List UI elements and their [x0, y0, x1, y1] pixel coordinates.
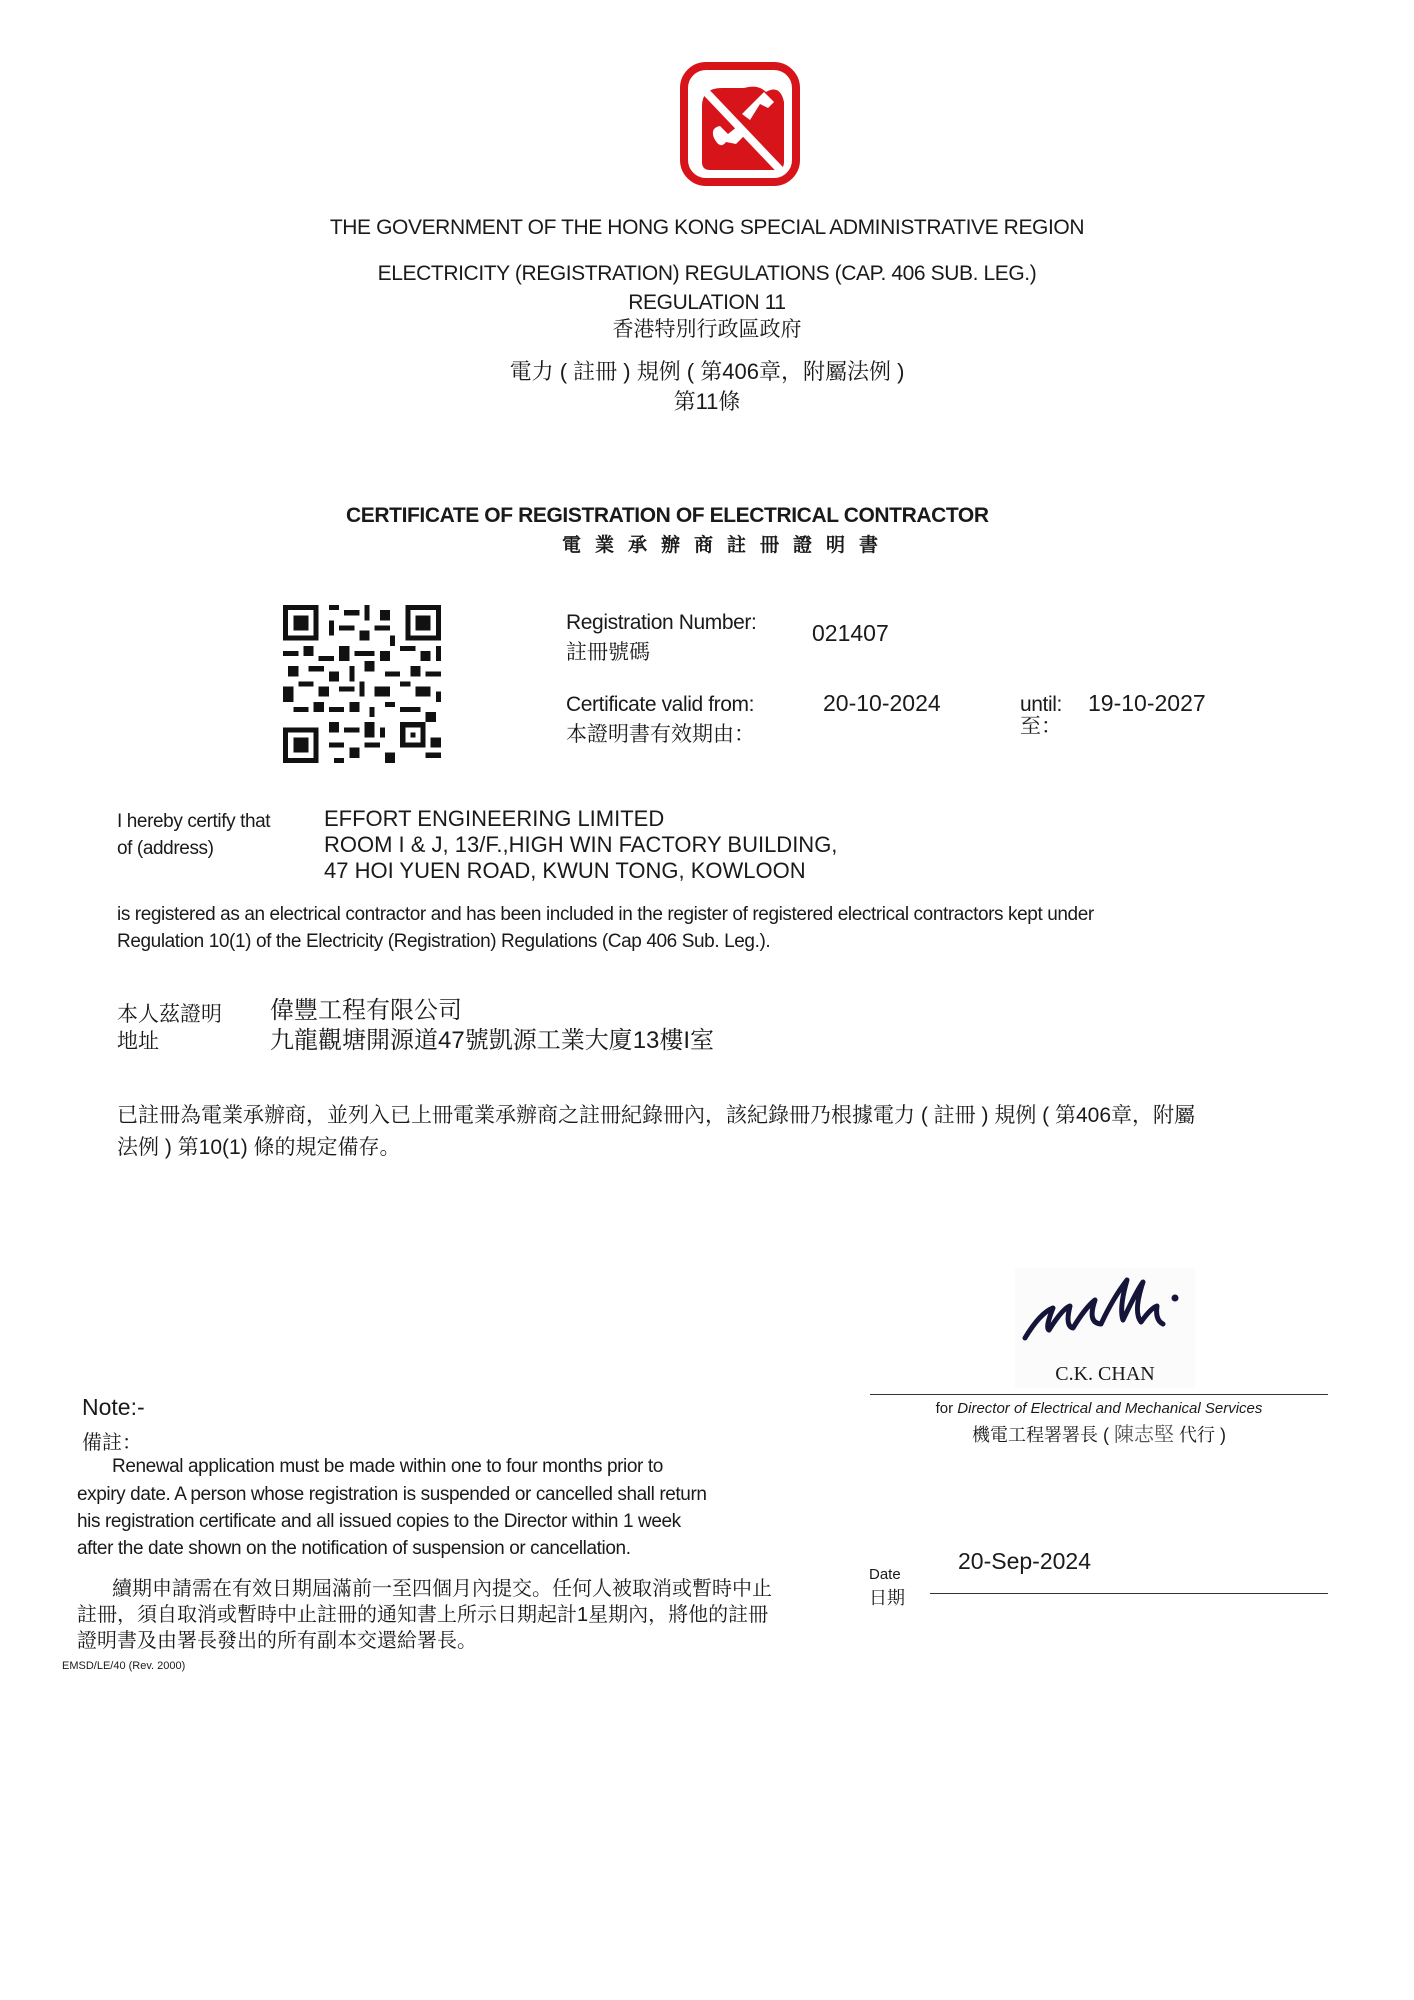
signatory-title-zh-suffix: 代行 )	[1179, 1425, 1227, 1445]
registration-number-label: Registration Number:	[566, 611, 757, 634]
signature-icon	[1015, 1268, 1195, 1350]
certify-label-zh: 本人茲證明	[117, 1003, 222, 1026]
company-name-zh: 偉豐工程有限公司	[270, 997, 462, 1024]
note-heading: Note:-	[82, 1394, 145, 1420]
signatory-title-zh-prefix: 機電工程署署長 (	[971, 1425, 1109, 1445]
emsd-logo-icon	[680, 62, 800, 186]
signature-block	[1015, 1268, 1195, 1388]
valid-from-label-zh: 本證明書有效期由：	[566, 723, 755, 746]
date-label: Date	[869, 1566, 901, 1583]
signatory-for-prefix: for	[935, 1400, 954, 1417]
registration-statement-line-2: Regulation 10(1) of the Electricity (Registration) Regulations (Cap 406 Sub. Leg.).	[117, 931, 771, 952]
government-heading: THE GOVERNMENT OF THE HONG KONG SPECIAL ADMINISTRATIVE REGION	[329, 216, 1085, 239]
address-label: of (address)	[117, 838, 214, 859]
certificate-title-zh: 電業承辦商註冊證明書	[562, 535, 893, 556]
note-line-2: expiry date. A person whose registration is suspended or cancelled shall return	[77, 1484, 707, 1505]
signature-line	[870, 1394, 1328, 1395]
regulations-heading-zh: 電力 ( 註冊 ) 規例 ( 第406章，附屬法例 )	[509, 359, 905, 384]
signatory-title	[870, 1400, 1328, 1417]
registration-number-label-zh: 註冊號碼	[566, 641, 650, 664]
date-label-zh: 日期	[869, 1588, 905, 1608]
valid-until-label: until:	[1020, 693, 1062, 716]
registration-statement-zh-line-1: 已註冊為電業承辦商，並列入已上冊電業承辦商之註冊紀錄冊內，該紀錄冊乃根據電力 ( 註冊 ) 規例 ( 第406章，附屬	[117, 1104, 1196, 1127]
registration-number-value: 021407	[812, 620, 889, 646]
note-zh-line-2: 註冊，須自取消或暫時中止註冊的通知書上所示日期起計1星期內，將他的註冊	[77, 1604, 769, 1626]
note-line-4: after the date shown on the notification of suspension or cancellation.	[77, 1538, 631, 1559]
valid-until-date: 19-10-2027	[1088, 690, 1206, 716]
date-line	[930, 1593, 1328, 1594]
valid-from-label: Certificate valid from:	[566, 693, 755, 716]
signatory-name: C.K. CHAN	[1055, 1363, 1155, 1385]
certify-label: I hereby certify that	[117, 811, 271, 832]
note-zh-line-3: 證明書及由署長發出的所有副本交還給署長。	[77, 1630, 477, 1652]
address-zh: 九龍觀塘開源道47號凱源工業大廈13樓I室	[270, 1027, 715, 1054]
certificate-title: CERTIFICATE OF REGISTRATION OF ELECTRICAL CONTRACTOR	[346, 504, 989, 527]
signatory-title-zh	[870, 1418, 1328, 1447]
note-line-1: Renewal application must be made within one to four months prior to	[112, 1456, 663, 1477]
regulations-heading: ELECTRICITY (REGISTRATION) REGULATIONS (CAP. 406 SUB. LEG.)	[377, 262, 1037, 285]
address-line-2: 47 HOI YUEN ROAD, KWUN TONG, KOWLOON	[324, 858, 806, 883]
regulation-number-zh: 第11條	[673, 389, 741, 414]
valid-until-label-zh: 至：	[1020, 715, 1062, 738]
registration-statement-zh-line-2: 法例 ) 第10(1) 條的規定備存。	[117, 1136, 401, 1159]
issue-date: 20-Sep-2024	[958, 1548, 1091, 1574]
address-label-zh: 地址	[117, 1030, 159, 1053]
note-heading-zh: 備註：	[82, 1432, 142, 1454]
address-line-1: ROOM I & J, 13/F.,HIGH WIN FACTORY BUILDING,	[324, 832, 838, 857]
form-reference: EMSD/LE/40 (Rev. 2000)	[62, 1660, 186, 1672]
company-name: EFFORT ENGINEERING LIMITED	[324, 806, 665, 831]
valid-from-date: 20-10-2024	[823, 690, 941, 716]
signatory-office: Director of Electrical and Mechanical Services	[957, 1400, 1263, 1417]
note-zh-line-1: 續期申請需在有效日期屆滿前一至四個月內提交。任何人被取消或暫時中止	[112, 1578, 772, 1600]
qr-code-icon[interactable]	[278, 600, 446, 768]
registration-statement-line-1: is registered as an electrical contractor and has been included in the register of registered electrical contractors kept under	[117, 904, 1094, 925]
signatory-name-zh: 陳志堅	[1114, 1422, 1174, 1446]
regulation-number: REGULATION 11	[628, 291, 786, 314]
government-heading-zh: 香港特別行政區政府	[612, 318, 802, 341]
note-line-3: his registration certificate and all issued copies to the Director within 1 week	[77, 1511, 681, 1532]
